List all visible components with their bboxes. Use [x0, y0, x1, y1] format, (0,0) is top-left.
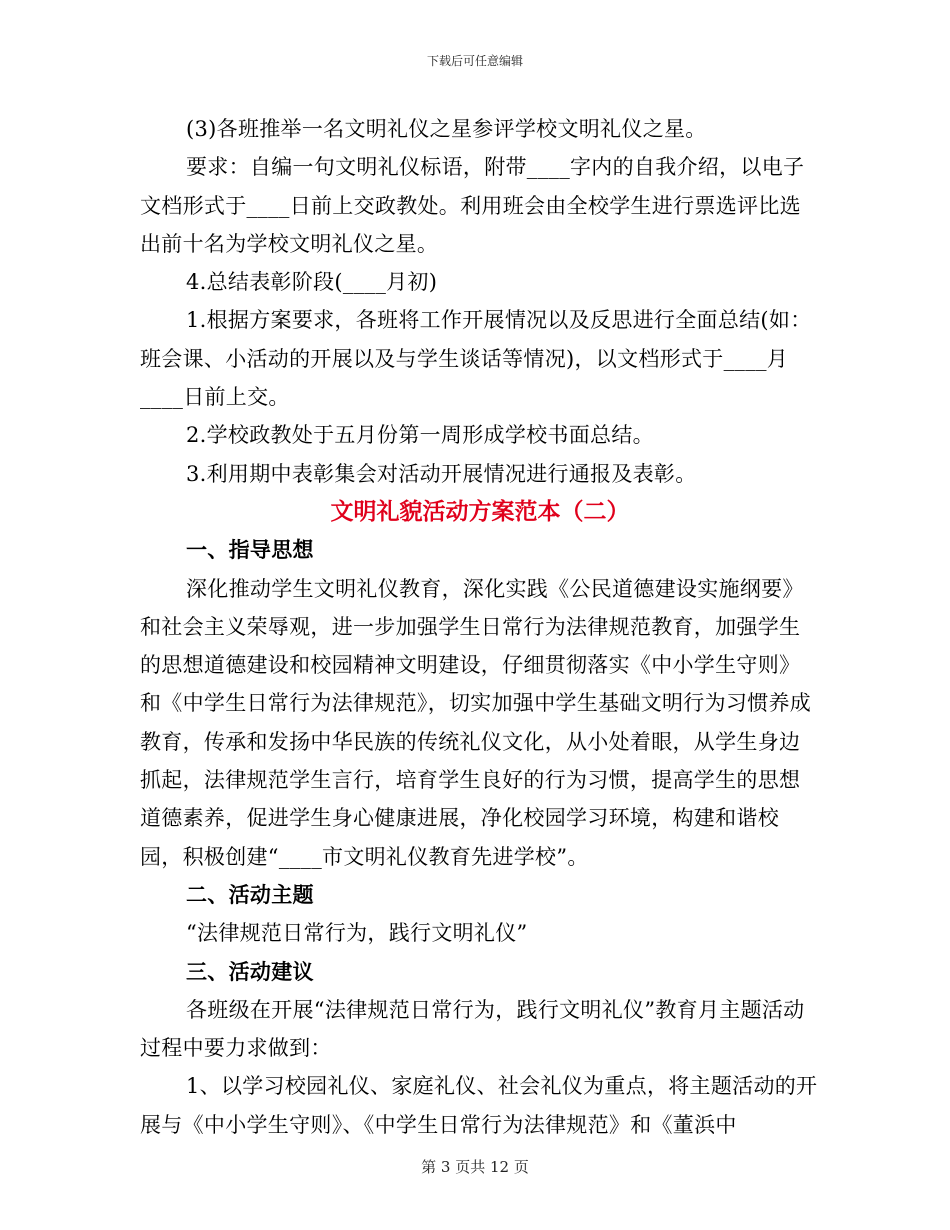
paragraph-summary-stage: 4.总结表彰阶段(____月初): [186, 270, 438, 295]
document-body: [140, 110, 820, 1144]
paragraph-star-selection: (3)各班推举一名文明礼仪之星参评学校文明礼仪之星。: [186, 117, 707, 141]
paragraph-item-2: 2.学校政教处于五月份第一周形成学校书面总结。: [186, 423, 654, 448]
paragraph-suggestion-1: 1、以学习校园礼仪、家庭礼仪、社会礼仪为重点，将主题活动的开展与《中小学生守则》、《中学生日常行为法律规范》和《董浜中: [140, 1074, 818, 1137]
page-footer: 第 3 页共 12 页: [421, 1158, 529, 1176]
heading-guiding-ideology: 一、指导思想: [186, 538, 314, 563]
paragraph-requirements: 要求：自编一句文明礼仪标语，附带____字内的自我介绍，以电子文档形式于____日前上交政教处。利用班会由全校学生进行票选评比选出前十名为学校文明礼仪之星。: [140, 155, 805, 256]
paragraph-item-1: 1.根据方案要求，各班将工作开展情况以及反思进行全面总结(如：班会课、小活动的开展以及与学生谈话等情况)，以文档形式于____月____日前上交。: [140, 308, 812, 410]
paragraph-guiding-ideology: 深化推动学生文明礼仪教育，深化实践《公民道德建设实施纲要》和社会主义荣辱观，进一步加强学生日常行为法律规范教育，加强学生的思想道德建设和校园精神文明建设，仔细贯彻落实《中小学生守则》和《中学生日常行为法律规范》，切实加强中学生基础文明行为习惯养成教育，传承和发扬中华民族的传统礼仪文化，从小处着眼，从学生身边抓起，法律规范学生言行，培育学生良好的行为习惯，提高学生的思想道德素养，促进学生身心健康进展，净化校园学习环境，构建和谐校园，积极创建“____市文明礼仪教育先进学校”。: [140, 576, 812, 869]
page-header: 下载后可任意编辑: [426, 54, 523, 68]
heading-activity-theme: 二、活动主题: [186, 882, 314, 907]
paragraph-item-3: 3.利用期中表彰集会对活动开展情况进行通报及表彰。: [186, 461, 697, 486]
heading-activity-suggestions: 三、活动建议: [186, 959, 314, 984]
paragraph-activity-theme: “法律规范日常行为，践行文明礼仪”: [186, 921, 528, 946]
section-title: 文明礼貌活动方案范本（二）: [330, 498, 630, 525]
paragraph-suggestions-intro: 各班级在开展“法律规范日常行为，践行文明礼仪”教育月主题活动过程中要力求做到：: [140, 997, 805, 1061]
